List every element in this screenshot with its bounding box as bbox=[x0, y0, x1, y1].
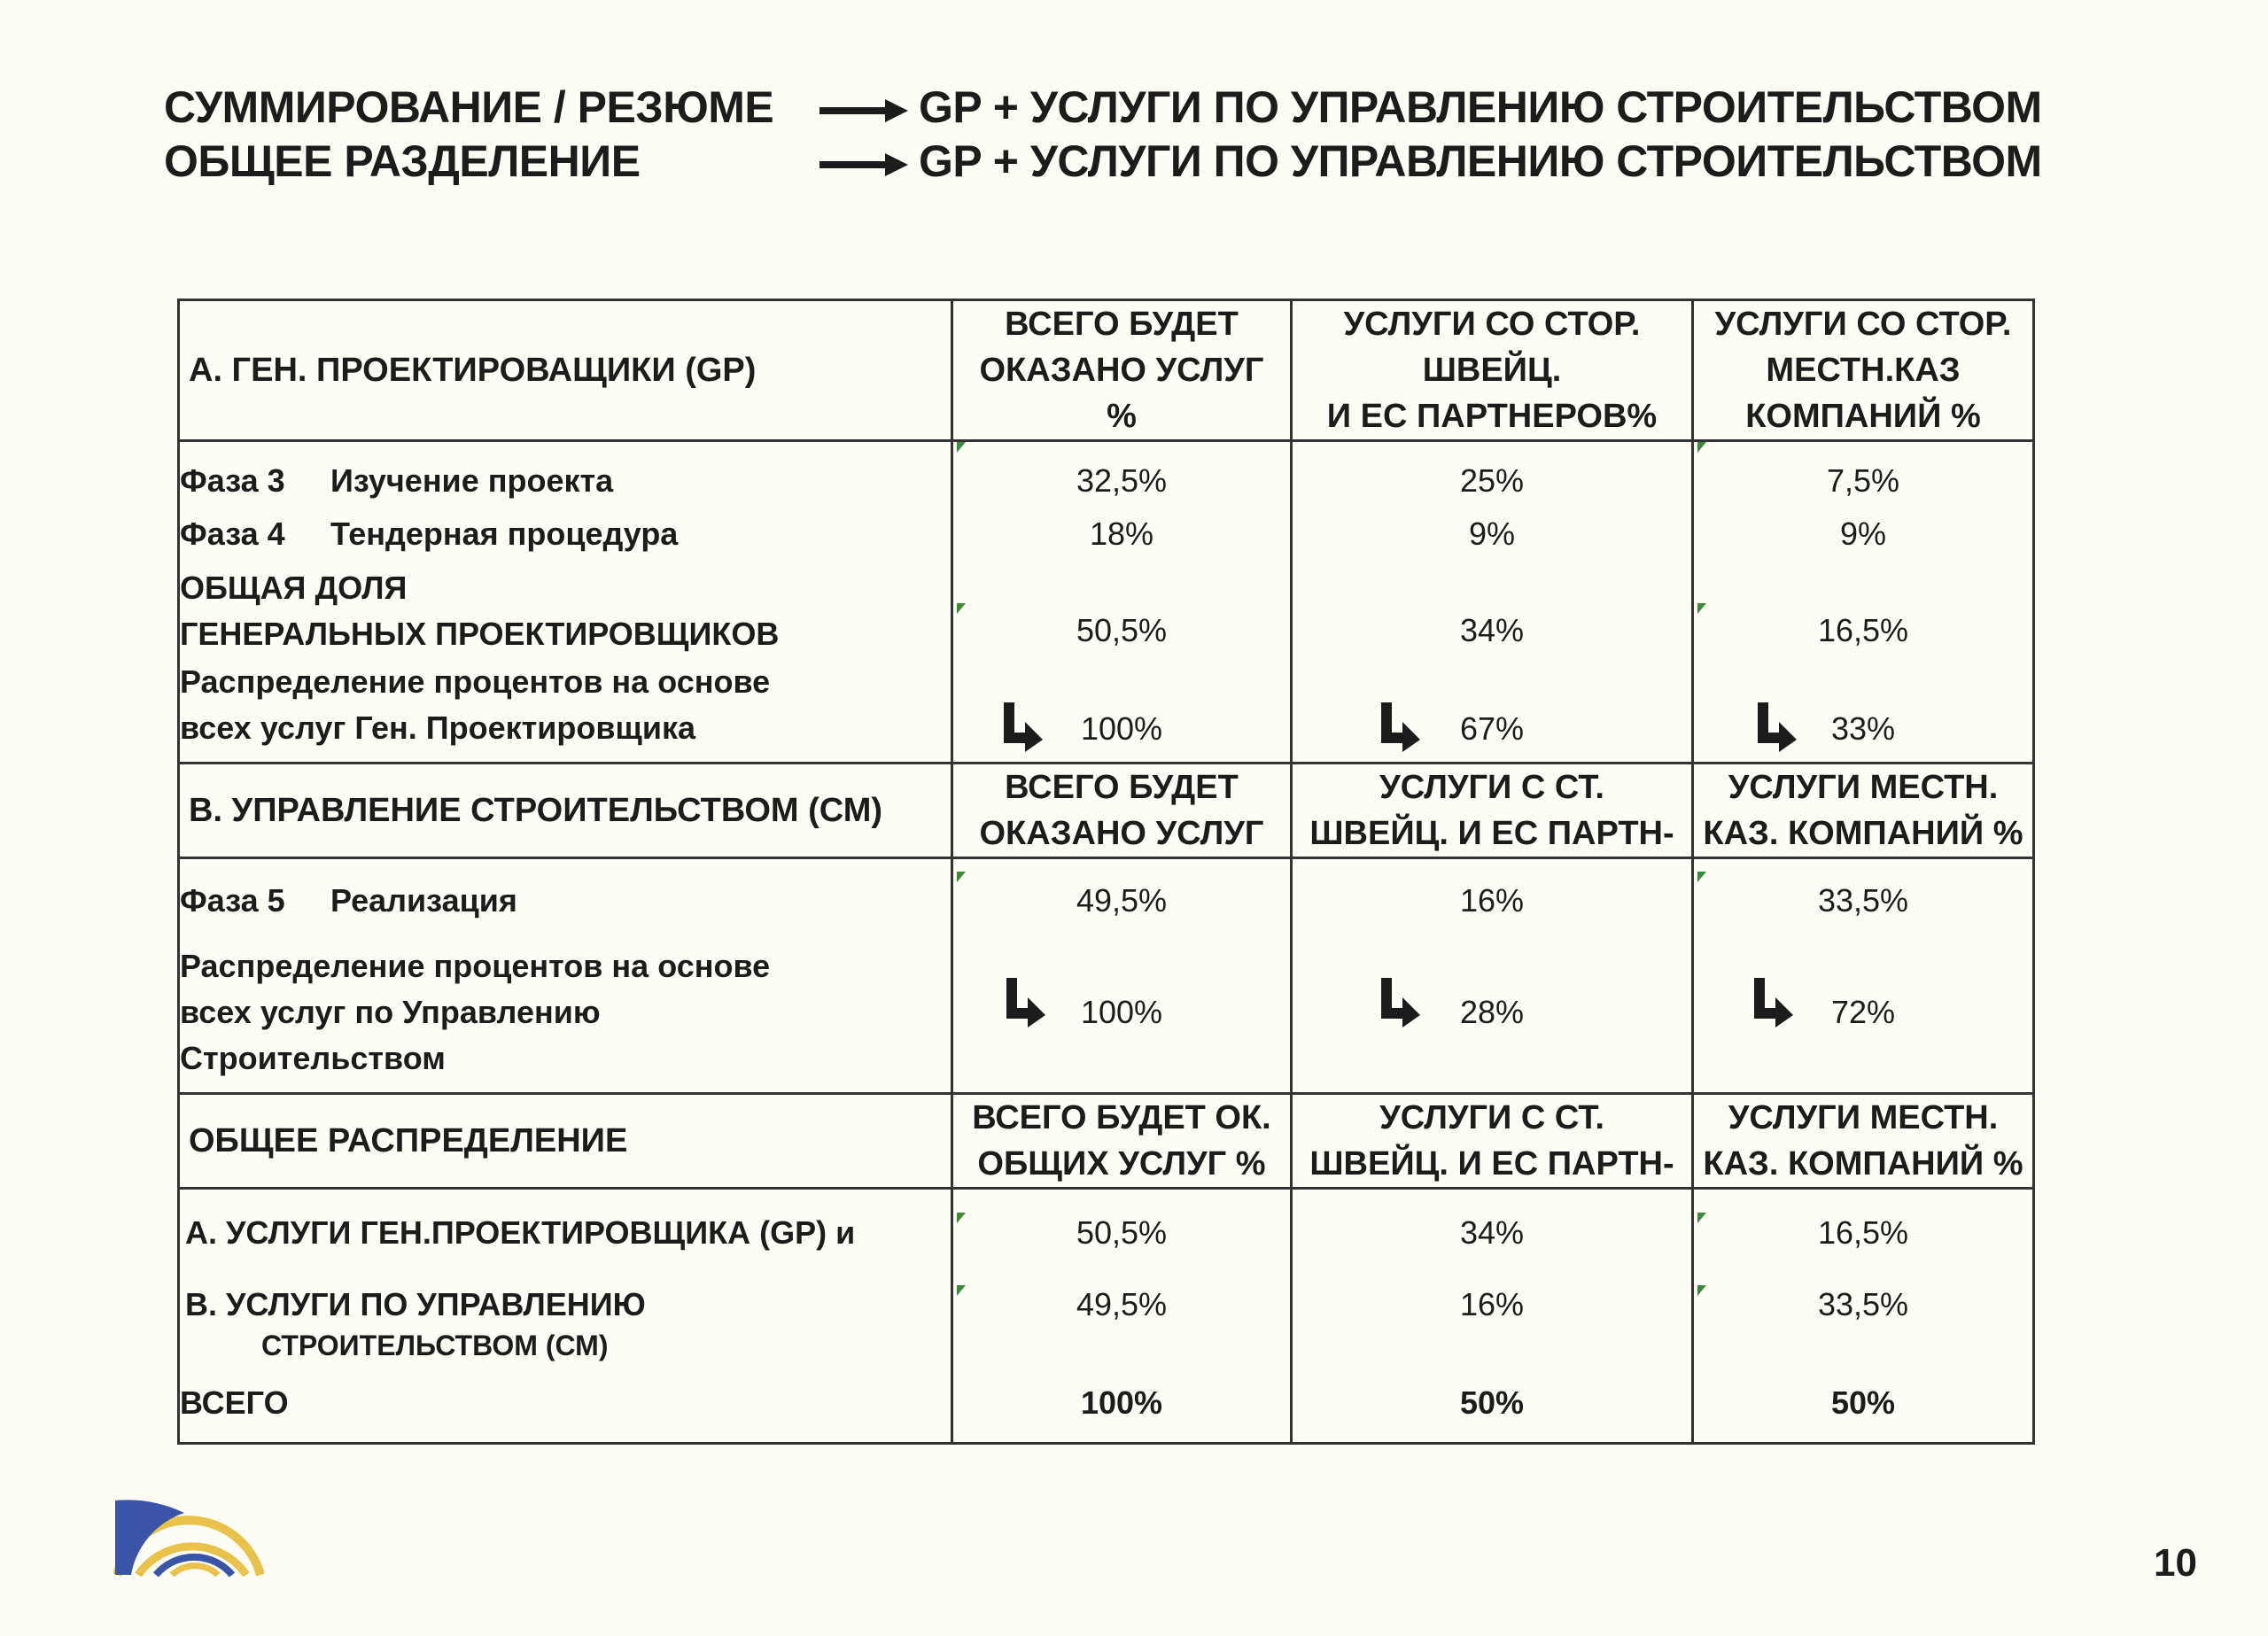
section-a-header bbox=[179, 300, 2034, 441]
heading-line-1 bbox=[164, 81, 2042, 133]
heading-2-right: GP + УСЛУГИ ПО УПРАВЛЕНИЮ СТРОИТЕЛЬСТВОМ bbox=[919, 136, 2042, 186]
page-number: 10 bbox=[2154, 1541, 2197, 1585]
section-c-col4: УСЛУГИ МЕСТН. КАЗ. КОМПАНИЙ % bbox=[1693, 1093, 2034, 1188]
rainbow-logo bbox=[113, 1497, 264, 1577]
table-row: Фаза 4 Тендерная процедура 18% 9% 9% bbox=[179, 504, 2034, 564]
section-a-col4: УСЛУГИ СО СТОР. МЕСТН.КАЗ КОМПАНИЙ % bbox=[1693, 300, 2034, 441]
heading-2-left: ОБЩЕЕ РАЗДЕЛЕНИЕ bbox=[164, 136, 641, 186]
tick-mark bbox=[957, 872, 966, 882]
total-row: ВСЕГО 100% 50% 50% bbox=[179, 1365, 2034, 1443]
tick-mark bbox=[1697, 603, 1706, 614]
table-row: В. УСЛУГИ ПО УПРАВЛЕНИЮ СТРОИТЕЛЬСТВОМ (СМ) 49,5% 16% 33,5% bbox=[179, 1276, 2034, 1365]
l-arrow-icon bbox=[1752, 978, 1795, 1027]
section-c-col2: ВСЕГО БУДЕТ ОК. ОБЩИХ УСЛУГ % bbox=[952, 1093, 1292, 1188]
right-arrow-icon bbox=[819, 97, 908, 124]
l-arrow-icon bbox=[1002, 702, 1045, 752]
heading-1-right: GP + УСЛУГИ ПО УПРАВЛЕНИЮ СТРОИТЕЛЬСТВОМ bbox=[919, 82, 2042, 132]
section-b-title: В. УПРАВЛЕНИЕ СТРОИТЕЛЬСТВОМ (СМ) bbox=[179, 763, 952, 857]
tick-mark bbox=[957, 1285, 966, 1296]
l-arrow-icon bbox=[1379, 978, 1422, 1027]
section-b-header bbox=[179, 763, 2034, 857]
tick-mark bbox=[1697, 1213, 1706, 1223]
section-b-col3: УСЛУГИ С СТ. ШВЕЙЦ. И ЕС ПАРТН- bbox=[1292, 763, 1693, 857]
l-arrow-icon bbox=[1756, 702, 1798, 752]
section-c-col3: УСЛУГИ С СТ. ШВЕЙЦ. И ЕС ПАРТН- bbox=[1292, 1093, 1693, 1188]
table-row: ОБЩАЯ ДОЛЯ ГЕНЕРАЛЬНЫХ ПРОЕКТИРОВЩИКОВ 50,5% 34% 16,5% bbox=[179, 564, 2034, 658]
heading-line-2 bbox=[164, 136, 2042, 187]
tick-mark bbox=[1697, 1285, 1706, 1296]
summary-table bbox=[177, 299, 2035, 1445]
tick-mark bbox=[957, 603, 966, 614]
section-c-title: ОБЩЕЕ РАСПРЕДЕЛЕНИЕ bbox=[179, 1093, 952, 1188]
tick-mark bbox=[1697, 442, 1706, 453]
l-arrow-icon bbox=[1379, 702, 1422, 752]
section-b-col2: ВСЕГО БУДЕТ ОКАЗАНО УСЛУГ bbox=[952, 763, 1292, 857]
section-a-title: А. ГЕН. ПРОЕКТИРОВАЩИКИ (GP) bbox=[179, 300, 952, 441]
section-c-header bbox=[179, 1093, 2034, 1188]
table-row: Распределение процентов на основе всех услуг по Управлению Строительством 100% 28% 72% bbox=[179, 934, 2034, 1093]
table-row: А. УСЛУГИ ГЕН.ПРОЕКТИРОВЩИКА (GP) и 50,5% 34% 16,5% bbox=[179, 1188, 2034, 1276]
l-arrow-icon bbox=[1005, 978, 1047, 1027]
section-b-col4: УСЛУГИ МЕСТН. КАЗ. КОМПАНИЙ % bbox=[1693, 763, 2034, 857]
heading-1-left: СУММИРОВАНИЕ / РЕЗЮМЕ bbox=[164, 82, 774, 132]
section-a-col3: УСЛУГИ СО СТОР. ШВЕЙЦ. И ЕС ПАРТНЕРОВ% bbox=[1292, 300, 1693, 441]
table-row: Фаза 3 Изучение проекта 32,5% 25% 7,5% bbox=[179, 441, 2034, 505]
tick-mark bbox=[957, 442, 966, 453]
right-arrow-icon bbox=[819, 151, 908, 178]
table-row: Фаза 5 Реализация 49,5% 16% 33,5% bbox=[179, 857, 2034, 934]
table-row: Распределение процентов на основе всех услуг Ген. Проектировщика 100% 67% 33% bbox=[179, 658, 2034, 763]
tick-mark bbox=[957, 1213, 966, 1223]
section-a-col2: ВСЕГО БУДЕТ ОКАЗАНО УСЛУГ % bbox=[952, 300, 1292, 441]
tick-mark bbox=[1697, 872, 1706, 882]
